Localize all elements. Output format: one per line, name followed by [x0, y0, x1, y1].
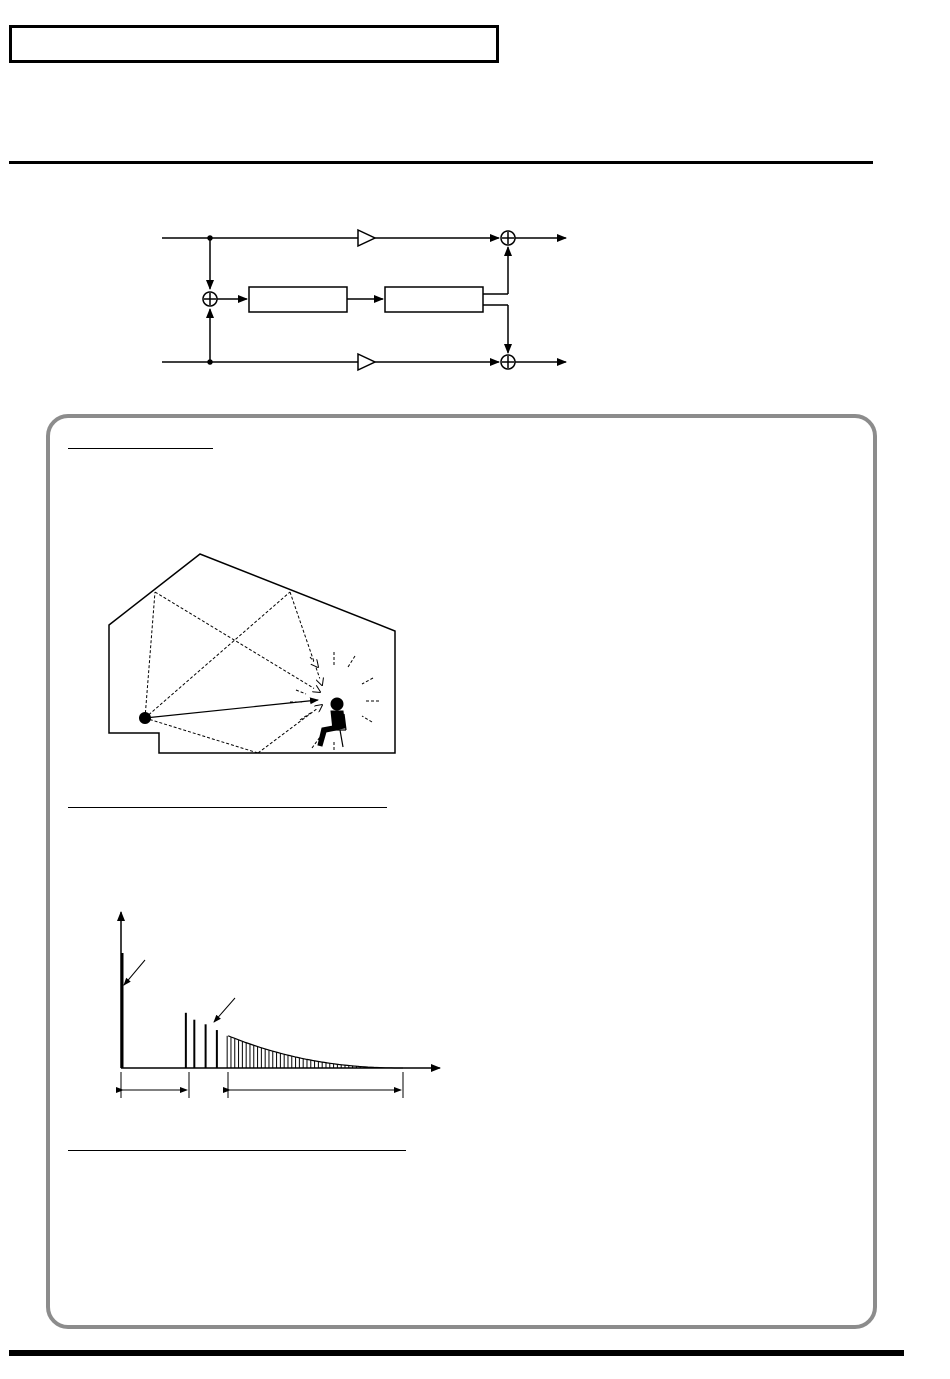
page-footer-rule — [9, 1350, 904, 1356]
direct-sound-pointer — [124, 960, 145, 985]
early-reflection-pointer — [214, 998, 235, 1022]
reverb-decay-envelope — [228, 1036, 403, 1068]
